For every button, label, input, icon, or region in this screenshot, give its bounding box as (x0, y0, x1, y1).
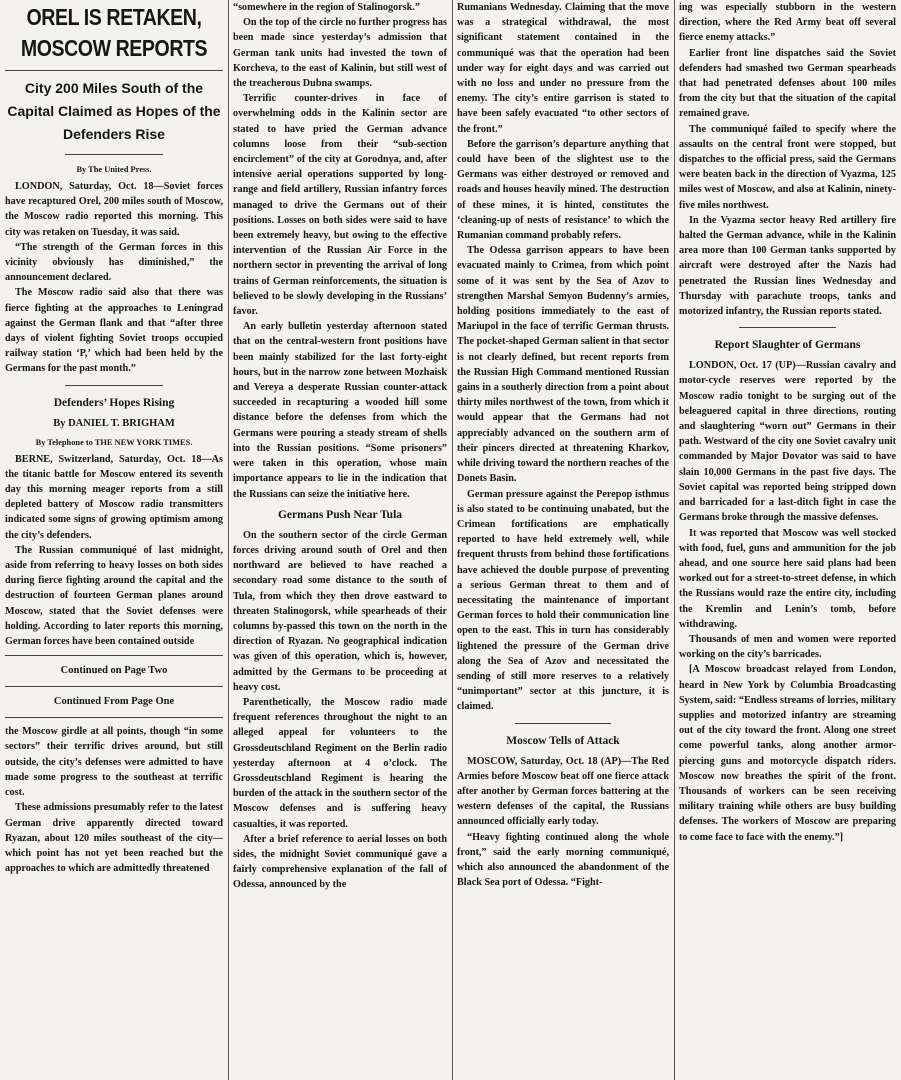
paragraph: Before the garrison’s departure anything that could have been of the slightest use to the Germans was either destroyed or removed and roads and houses heavily mined. The destruction of these mines, it is hinted, constitutes the ‘cleaning-up of nests of resistance’ to which the Rumanian command probably refers. (457, 138, 669, 242)
column-3 (452, 0, 674, 1080)
headline (6, 2, 222, 64)
divider (65, 154, 163, 155)
paragraph: On the top of the circle no further progress has been made since yesterday’s admission that German tank units had invested the town of Korcheva, to the east of Kalinin, but still west of the treacherous Dubna swamps. (233, 17, 447, 90)
subheadline: City 200 Miles South of the Capital Claimed as Hopes of the Defenders Rise (7, 80, 221, 142)
paragraph: Terrific counter-drives in face of overwhelming odds in the Kalinin sector are stated to have pried the German advance columns loose from their “sub-section encirclement” of the city at Gorodnya, and, after intensive aerial operations supported by long-range and field artillery, Russian infantry forces managed to drive the Germans out of their positions. Losses on both sides were said to have been extremely heavy, but owing to the effective intervention of the Russian Air Force in the northern sector in preventing the arrival of long trains of German reinforcements, the situation is believed to be slowly developing in the Russians’ favor. (233, 93, 447, 318)
credit-united-press: By The United Press. (76, 165, 152, 174)
headline-line-1: OREL IS RETAKEN, (26, 4, 202, 30)
byline: By DANIEL T. BRIGHAM (53, 417, 175, 429)
credit-times: By Telephone to THE NEW YORK TIMES. (35, 437, 193, 447)
continued-from-label: Continued From Page One (53, 696, 175, 708)
paragraph: LONDON, Oct. 17 (UP)—Russian cavalry and motor-cycle reserves were reported by the Moscow radio tonight to be surging out of the beleaguered capital in three directions, routing and slaughtering “worn out” Germans in their path. Westward of the city one Soviet cavalry unit commanded by Major Dovator was said to have slain 10,000 Germans in the past five days. The Soviet capital was reported being stripped down and barricaded for a last-ditch fight in case the Germans broke through the massive defenses. (679, 360, 896, 524)
section-heading-hopes: Defenders’ Hopes Rising (53, 396, 175, 409)
paragraph: ing was especially stubborn in the western direction, where the Red Army beat off several fierce enemy attacks.” (679, 2, 896, 44)
paragraph: These admissions presumably refer to the latest German drive apparently directed toward Ryazan, about 120 miles southeast of the city—which point has not yet been reached but the approaches to which are admittedly threatened (5, 802, 223, 875)
paragraph: the Moscow girdle at all points, though “in some sectors” their terrific drives around, but still outside, the city’s defenses were admitted to have made some progress to the southeast at terrific cost. (5, 726, 223, 799)
divider (515, 723, 610, 724)
divider (65, 385, 163, 386)
column-2 (228, 0, 452, 1080)
section-heading-slaughter: Report Slaughter of Germans (714, 339, 861, 352)
paragraph: German pressure against the Perepop isthmus is also stated to be continuing unabated, but the Crimean fortifications are emphatically reported to have held extremely well, while frequent thrusts from behind those fortifications have achieved the double purpose of preventing a serious German threat to them and of necessitating the maintenance of important German forces to hold their communication line open to the east. This in turn has considerably lightened the pressure of the German drive along the Sea of Azov and necessitated the sending of still more reserves to a relatively “unimportant” sector at this juncture, it is claimed. (457, 488, 669, 713)
paragraph: On the southern sector of the circle German forces driving around south of Orel and then northward are believed to have reached a secondary road some distance to the south of Tula, from which they then drove eastward to threaten Stalinogorsk, while spearheads of their columns by-passed this town on the north in the direction of Ryazan. No geographical indication was given of this operation, which is, however, admitted by the Germans to be proceeding at heavy cost. (233, 529, 447, 693)
paragraph: Rumanians Wednesday. Claiming that the move was a strategical withdrawal, the most significant statement contained in the communiqué was that the operation had been under way for eight days and was carried out with no loss and under no pressure from the enemy. The city’s entire garrison is stated to have been safely evacuated “to other sectors of the front.” (457, 2, 669, 135)
paragraph: BERNE, Switzerland, Saturday, Oct. 18—As the titanic battle for Moscow entered its seventh day this morning meager reports from a still depleted battery of Moscow radio transmitters indicated some signs of growing optimism among the city’s defenders. (5, 453, 223, 541)
paragraph: “somewhere in the region of Stalinogorsk.” (233, 2, 420, 13)
divider (5, 717, 223, 718)
paragraph: The Russian communiqué of last midnight, aside from referring to heavy losses on both sides during fierce fighting around the capital and the destruction of fourteen German planes around Moscow, stated that the Soviet defenses were holding. According to later reports this morning, German forces have been contained outside (5, 544, 223, 648)
paragraph: Thousands of men and women were reported working on the city’s barricades. (679, 633, 896, 661)
headline-line-2: MOSCOW REPORTS (20, 35, 208, 61)
column-4 (674, 0, 901, 1080)
divider (739, 327, 837, 328)
paragraph: The communiqué failed to specify where the assaults on the central front were stopped, but dispatches to the official press, said the Germans were beaten back in the direction of Vyazma, 125 miles west of Moscow, and also at Kalinin, ninety-five miles northwest. (679, 123, 896, 211)
paragraph: The Odessa garrison appears to have been evacuated mainly to Crimea, from which point some of it was sent by the Sea of Azov to strengthen Marshal Semyon Budenny’s armies, holding positions immediately to the east of Mariupol in the face of terrific German thrusts. The pocket-shaped German salient in that sector is not clearly defined, but recent reports from the Russian High Command mentioned Russian gains in a southerly direction from a point about thirty miles northwest of the town, from which it would appear that the Germans had not appreciably advanced on the southern arm of their pincers directed at threatening Kharkov, while driving toward the northern reaches of the Donets Basin. (457, 245, 669, 485)
paragraph: After a brief reference to aerial losses on both sides, the midnight Soviet communiqué gave a fairly comprehensive explanation of the fall of Odessa, announced by the (233, 833, 447, 891)
section-heading-attack: Moscow Tells of Attack (506, 734, 620, 747)
paragraph: [A Moscow broadcast relayed from London, heard in New York by Columbia Broadcasting System, said: “Endless streams of lorries, military supplies and motorized infantry are streaming out of the city toward the front. Along one street come powerful tanks, along another armor-piercing guns and motorcycle dispatch riders. Moscow now breathes the spirit of the front. Thousands of workers can be seen receiving military training while others are busy building defenses. The workers of Moscow are preparing to come face to face with the enemy.”] (679, 664, 896, 843)
column-1 (0, 0, 228, 1080)
paragraph: LONDON, Saturday, Oct. 18—Soviet forces have recaptured Orel, 200 miles south of Moscow, the Moscow radio reported this morning. This city was retaken on Tuesday, it was said. (5, 181, 223, 238)
paragraph: “The strength of the German forces in this vicinity obviously has diminished,” the announcement declared. (5, 241, 223, 284)
section-heading-tula: Germans Push Near Tula (277, 508, 403, 521)
paragraph: An early bulletin yesterday afternoon stated that on the central-western front positions have been mainly stabilized for the last forty-eight hours, but in the narrow zone between Mozhaisk and Vereya a desperate Russian counter-attack succeeded in recapturing a wooded hill some distance before the defenses from which the Germans were pouring a steady stream of shells into the Russian positions. “Some prisoners” were taken in this operation, whose main importance appears to lie in the indication that the Russians can seize the initiative here. (233, 321, 447, 500)
paragraph: MOSCOW, Saturday, Oct. 18 (AP)—The Red Armies before Moscow beat off one fierce attack after another by German forces battering at the western defenses of the capital, the Russians announced officially early today. (457, 755, 669, 828)
divider (5, 70, 223, 71)
paragraph: In the Vyazma sector heavy Red artillery fire halted the German advance, while in the Kalinin area more than 100 German tanks supported by aircraft were destroyed after the Nazis had penetrated the Russian lines Wednesday and Thursday with parachute troops, tanks and motorized infantry, the Russian reports stated. (679, 214, 896, 318)
paragraph: Parenthetically, the Moscow radio made frequent references throughout the night to an alleged appeal for volunteers to the Grossdeutschland Regiment on the Berlin radio yesterday afternoon at 4 o’clock. The Grossdeutschland Regiment is hearing the burden of the attack in the southern sector of the Moscow defenses and is suffering heavy casualties, it was reported. (233, 696, 447, 830)
paragraph: Earlier front line dispatches said the Soviet defenders had smashed two German spearheads that had penetrated defenses about 100 miles from the city but that the situation of the capital remained grave. (679, 47, 896, 120)
paragraph: It was reported that Moscow was well stocked with food, fuel, guns and ammunition for the job ahead, and one source here said plans had been worked out for a street-to-street defense, in which the Russians would raze the entire city, including the Kremlin and Lenin’s tomb, before withdrawing. (679, 527, 896, 630)
divider (5, 655, 223, 656)
paragraph: The Moscow radio said also that there was fierce fighting at the approaches to Leningrad against the German flank and that “after three days of violent fighting Soviet troops occupied railway station ‘P,’ which had been held by the Germans for the past month.” (5, 287, 223, 375)
paragraph: “Heavy fighting continued along the whole front,” said the early morning communiqué, which also announced the abandonment of the Black Sea port of Odessa. “Fight- (457, 831, 669, 889)
continued-on-label: Continued on Page Two (60, 665, 168, 677)
divider (5, 686, 223, 687)
